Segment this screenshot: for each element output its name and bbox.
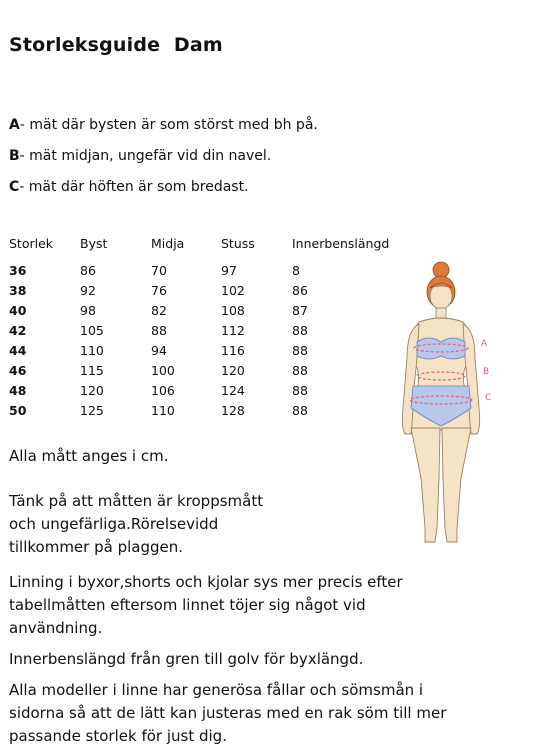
inseam-cell: 88 xyxy=(292,343,308,358)
size-cell: 36 xyxy=(9,263,27,278)
hip-cell: 124 xyxy=(221,383,245,398)
size-cell: 46 xyxy=(9,363,27,378)
bust-cell: 98 xyxy=(80,303,96,318)
measure-label-b: B xyxy=(483,367,490,377)
head xyxy=(427,262,455,309)
inseam-cell: 86 xyxy=(292,283,308,298)
hip-cell: 120 xyxy=(221,363,245,378)
measurement-letter: A xyxy=(9,117,20,133)
body-measurement-figure xyxy=(395,258,505,548)
left-leg xyxy=(411,428,440,542)
header-cell: Storlek xyxy=(9,236,54,251)
note-waistband: Linning i byxor,shorts och kjolar sys mer precis efter xyxy=(9,573,403,591)
bust-cell: 92 xyxy=(80,283,96,298)
measurement-text: - mät där höften är som bredast. xyxy=(19,179,249,195)
note-waistband: tabellmåtten eftersom linnet töjer sig något vid xyxy=(9,596,366,614)
bust-cell: 105 xyxy=(80,323,104,338)
size-cell: 44 xyxy=(9,343,27,358)
waist-cell: 88 xyxy=(151,323,167,338)
size-cell: 48 xyxy=(9,383,27,398)
bust-cell: 120 xyxy=(80,383,104,398)
waist-cell: 106 xyxy=(151,383,175,398)
note-linen: sidorna så att de lätt kan justeras med en rak söm till mer xyxy=(9,704,447,722)
bust-cell: 125 xyxy=(80,403,104,418)
neck xyxy=(436,308,446,318)
note-linen: passande storlek för just dig. xyxy=(9,727,227,745)
size-cell: 42 xyxy=(9,323,27,338)
note-body-measure: och ungefärliga.Rörelsevidd xyxy=(9,515,219,533)
measurement-text: - mät midjan, ungefär vid din navel. xyxy=(19,148,272,164)
measure-label-c: C xyxy=(485,393,492,403)
page-title: Storleksguide Dam xyxy=(9,34,223,56)
bust-cell: 110 xyxy=(80,343,104,358)
header-cell: Byst xyxy=(80,236,108,251)
waist-cell: 82 xyxy=(151,303,167,318)
inseam-cell: 88 xyxy=(292,323,308,338)
note-waistband: användning. xyxy=(9,619,103,637)
measurement-a xyxy=(9,117,318,133)
note-inseam: Innerbenslängd från gren till golv för byxlängd. xyxy=(9,650,364,668)
size-cell: 38 xyxy=(9,283,27,298)
hip-cell: 112 xyxy=(221,323,245,338)
measurement-b xyxy=(9,148,271,164)
note-body-measure: tillkommer på plaggen. xyxy=(9,538,184,556)
measurement-letter: C xyxy=(9,179,20,195)
measure-label-a: A xyxy=(481,339,488,349)
note-body-measure: Tänk på att måtten är kroppsmått xyxy=(9,492,264,510)
hip-cell: 128 xyxy=(221,403,245,418)
waist-cell: 110 xyxy=(151,403,175,418)
waist-cell: 100 xyxy=(151,363,175,378)
note-units: Alla mått anges i cm. xyxy=(9,447,169,465)
size-cell: 50 xyxy=(9,403,27,418)
waist-cell: 76 xyxy=(151,283,167,298)
measurement-c xyxy=(9,179,249,195)
note-linen: Alla modeller i linne har generösa fållar och sömsmån i xyxy=(9,681,424,699)
inseam-cell: 88 xyxy=(292,383,308,398)
waist-cell: 94 xyxy=(151,343,167,358)
header-cell: Midja xyxy=(151,236,185,251)
inseam-cell: 88 xyxy=(292,363,308,378)
size-cell: 40 xyxy=(9,303,27,318)
hip-cell: 116 xyxy=(221,343,245,358)
right-leg xyxy=(442,428,471,542)
bust-cell: 86 xyxy=(80,263,96,278)
hip-cell: 97 xyxy=(221,263,237,278)
waist-cell: 70 xyxy=(151,263,167,278)
measurement-letter: B xyxy=(9,148,20,164)
bust-cell: 115 xyxy=(80,363,104,378)
inseam-cell: 87 xyxy=(292,303,308,318)
inseam-cell: 8 xyxy=(292,263,300,278)
hip-cell: 102 xyxy=(221,283,245,298)
header-cell: Innerbenslängd xyxy=(292,236,390,251)
inseam-cell: 88 xyxy=(292,403,308,418)
header-cell: Stuss xyxy=(221,236,255,251)
measurement-text: - mät där bysten är som störst med bh på. xyxy=(19,117,318,133)
hip-cell: 108 xyxy=(221,303,245,318)
